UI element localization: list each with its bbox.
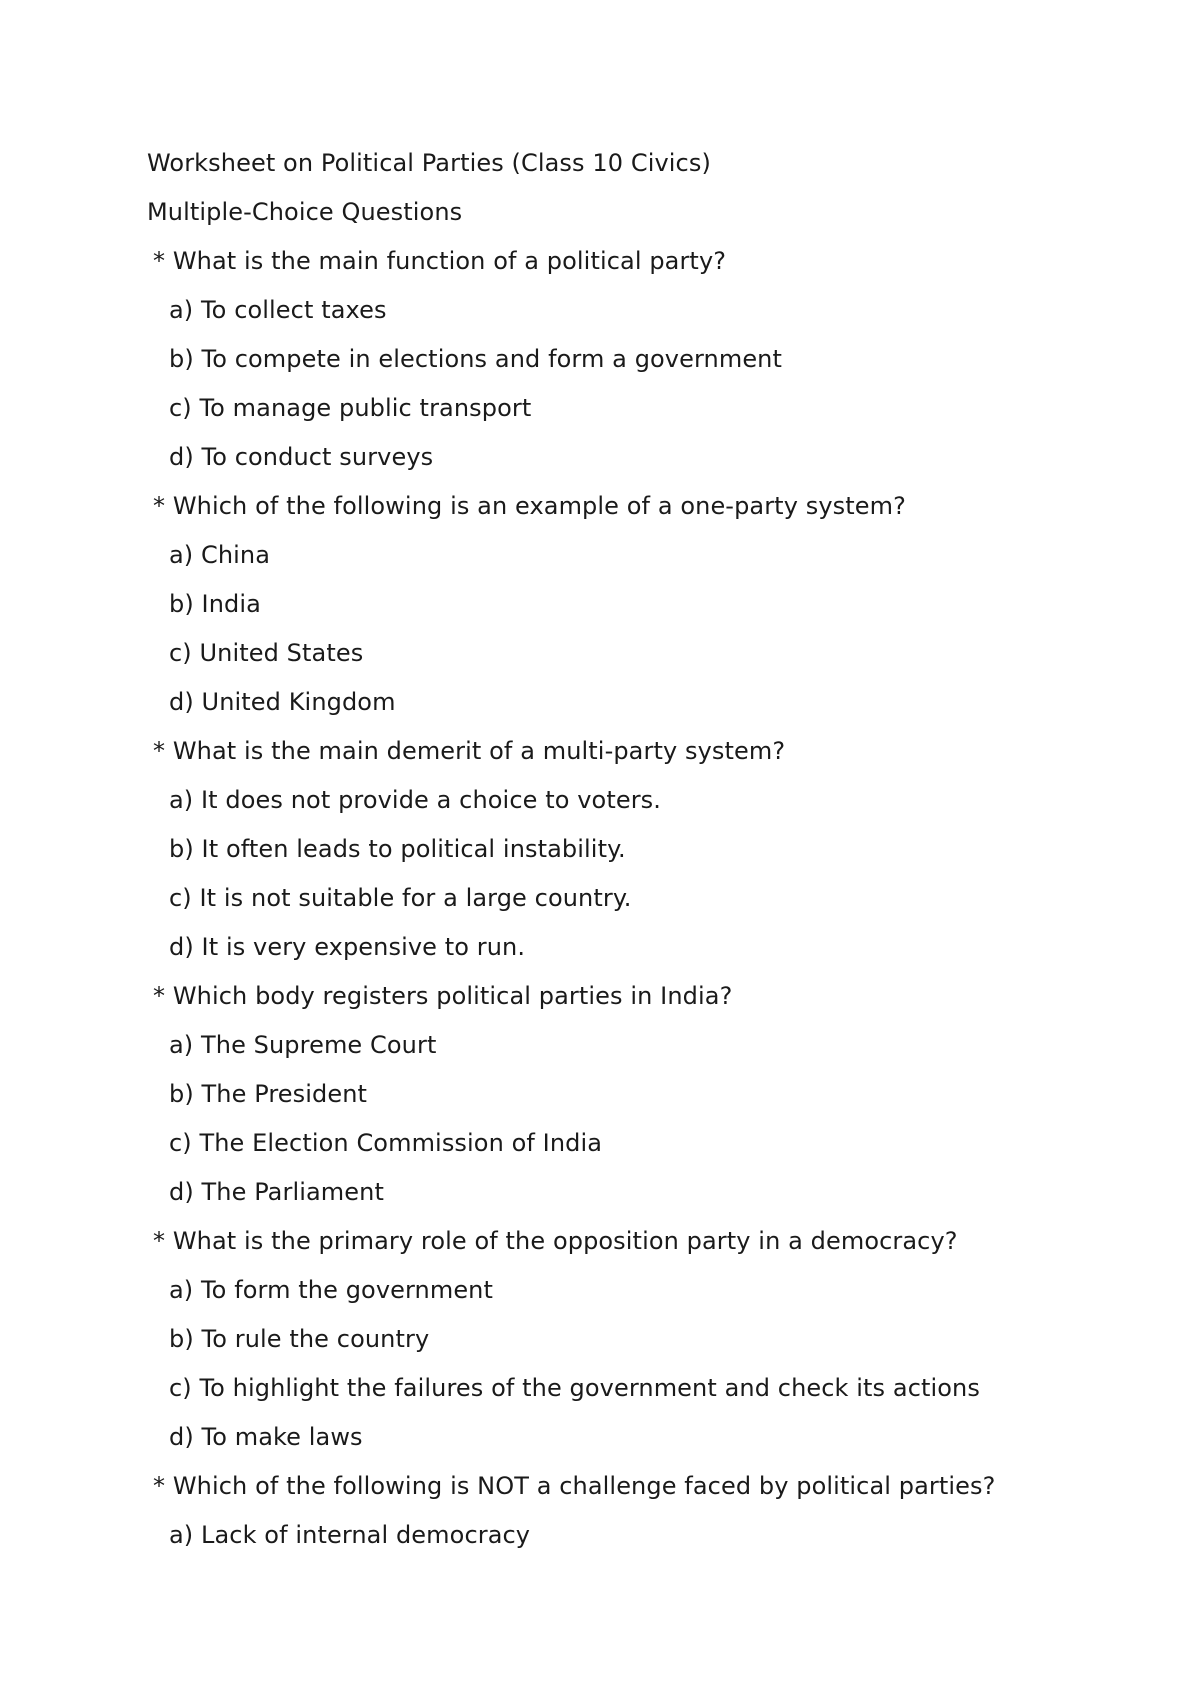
question-text: * What is the primary role of the opposition party in a democracy? [153,1227,958,1255]
answer-option: a) Lack of internal democracy [169,1521,531,1549]
question-text: * What is the main function of a political party? [153,247,727,275]
answer-option: b) To rule the country [169,1325,430,1353]
answer-option: a) To collect taxes [169,296,387,324]
question-block [147,972,1107,1217]
answer-option: c) To highlight the failures of the government and check its actions [169,1374,980,1402]
answer-option: a) China [169,541,271,569]
question-text: * Which body registers political parties in India? [153,982,733,1010]
answer-option: d) United Kingdom [169,688,396,716]
question-block [147,1217,1107,1462]
question-text: * What is the main demerit of a multi-party system? [153,737,786,765]
question-block [147,1462,1107,1560]
answer-option: a) The Supreme Court [169,1031,437,1059]
answer-option: b) The President [169,1080,368,1108]
answer-option: d) The Parliament [169,1178,384,1206]
answer-option: b) To compete in elections and form a government [169,345,783,373]
question-text: * Which of the following is an example of a one-party system? [153,492,906,520]
question-block [147,237,1107,482]
answer-option: b) It often leads to political instability. [169,835,626,863]
document-body [147,139,1107,1560]
answer-option: c) To manage public transport [169,394,532,422]
answer-option: a) To form the government [169,1276,494,1304]
section-heading: Multiple-Choice Questions [147,198,463,226]
answer-option: c) United States [169,639,364,667]
question-block [147,727,1107,972]
answer-option: d) It is very expensive to run. [169,933,526,961]
answer-option: d) To conduct surveys [169,443,434,471]
answer-option: c) It is not suitable for a large country. [169,884,632,912]
answer-option: a) It does not provide a choice to voters. [169,786,661,814]
document-title: Worksheet on Political Parties (Class 10 Civics) [147,149,711,177]
answer-option: b) India [169,590,261,618]
question-text: * Which of the following is NOT a challenge faced by political parties? [153,1472,996,1500]
question-block [147,482,1107,727]
answer-option: c) The Election Commission of India [169,1129,603,1157]
answer-option: d) To make laws [169,1423,363,1451]
